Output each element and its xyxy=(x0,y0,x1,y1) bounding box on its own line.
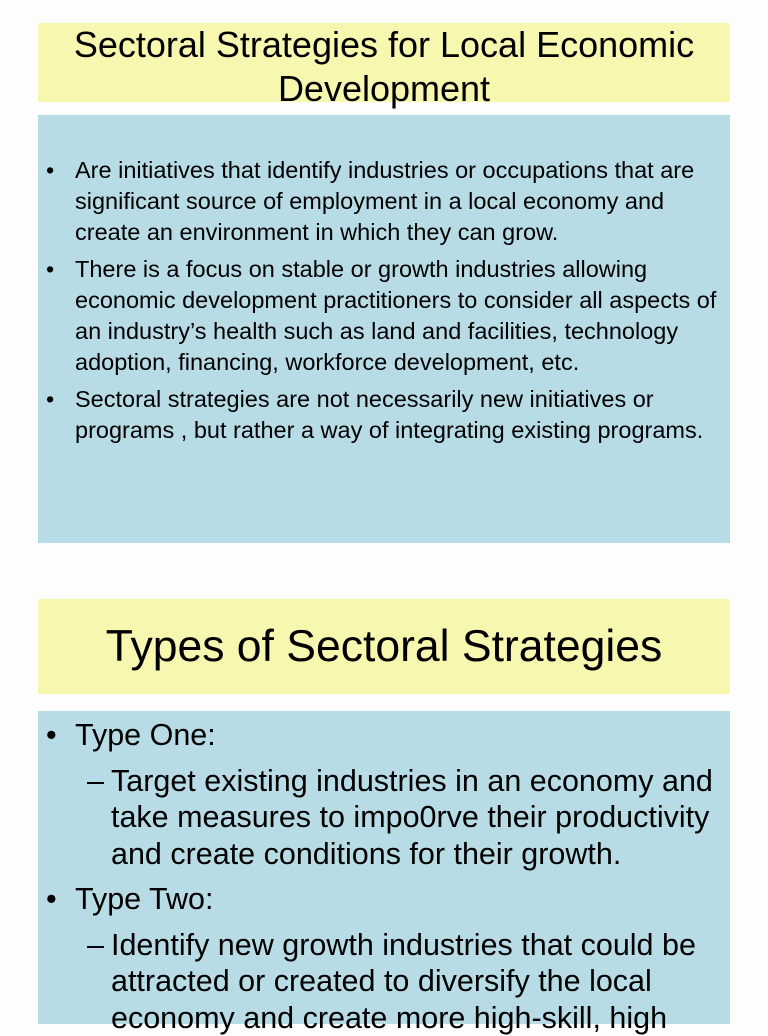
type-description xyxy=(75,763,720,873)
dash-icon: – xyxy=(87,927,104,964)
slide2-title-box xyxy=(38,599,730,694)
bullet-icon: • xyxy=(46,881,57,918)
slide1-bullet-item xyxy=(46,254,720,378)
slide1-bullet-text: Sectoral strategies are not necessarily new initiatives or programs , but rather a way of integrating existing programs. xyxy=(75,386,703,443)
type-description-text: Identify new growth industries that could be attracted or created to diversify the local economy and create more high-skill, high xyxy=(111,927,720,1036)
bullet-icon: • xyxy=(46,155,54,186)
bullet-icon: • xyxy=(46,254,54,285)
slide2-content-box xyxy=(38,711,730,1024)
type-item xyxy=(46,717,720,754)
dash-icon: – xyxy=(87,763,104,800)
type-label: Type One: xyxy=(75,718,216,752)
slide1-title: Sectoral Strategies for Local Economic Development xyxy=(74,24,694,109)
slide1-bullet-text: Are initiatives that identify industries or occupations that are significant source of employment in a local economy and create an environment in which they can grow. xyxy=(75,157,694,245)
slide2-bullet-list xyxy=(46,717,720,754)
slide1-bullet-item xyxy=(46,384,720,446)
bullet-icon: • xyxy=(46,384,54,415)
slide1-title-box xyxy=(38,23,730,102)
slide1-bullet-text: There is a focus on stable or growth industries allowing economic development practitioners to consider all aspects of an industry’s health such as land and facilities, technology adoption, financing, workforce development, etc. xyxy=(75,256,716,375)
slide1-content-box xyxy=(38,115,730,543)
type-item xyxy=(46,881,720,918)
slide1-bullet-list xyxy=(46,155,720,446)
slide1-bullet-item xyxy=(46,155,720,248)
bullet-icon: • xyxy=(46,717,57,754)
type-description xyxy=(75,927,720,1036)
type-label: Type Two: xyxy=(75,882,213,916)
slide2-bullet-list xyxy=(46,881,720,918)
type-description-text: Target existing industries in an economy and take measures to impo0rve their productivity and create conditions for their growth. xyxy=(111,763,720,873)
slide2-title: Types of Sectoral Strategies xyxy=(106,622,663,671)
